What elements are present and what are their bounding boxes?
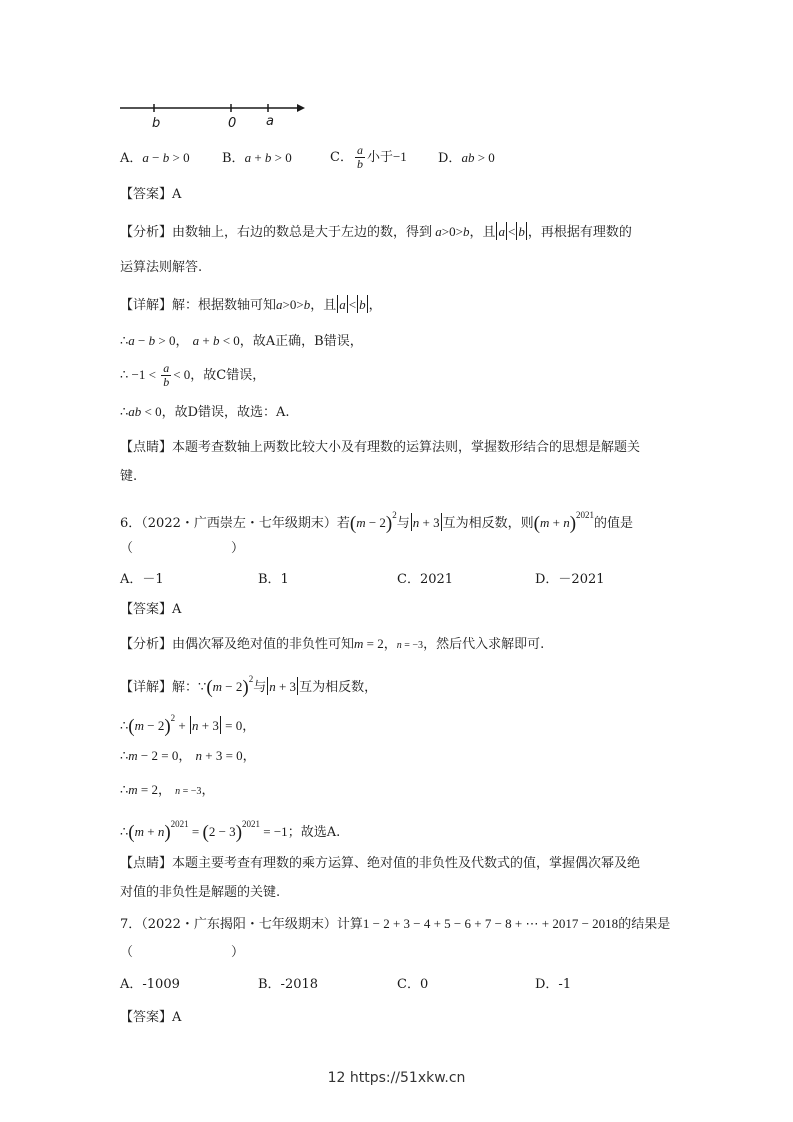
q6-detail-line-3: ∴m − 2 = 0， n + 3 = 0， — [120, 748, 256, 764]
q5-detail-line-1: 【详解】解：根据数轴可知a>0>b，且 a < b ， — [120, 297, 382, 313]
q5-option-a: A．a − b > 0 — [120, 150, 190, 166]
q5-detail-line-3: ∴ −1 < $\frac{a}{b}$ < 0，故C错误， — [120, 361, 266, 389]
q7-question: 7．（2022・广东揭阳・七年级期末）计算1 − 2 + 3 − 4 + 5 − 6 + 7 − 8 + ⋯ + 2017 − 2018的结果是 — [120, 916, 671, 932]
q6-option-a: A．－1 — [120, 572, 164, 587]
q5-comment-line-1: 【点睛】本题考查数轴上两数比较大小及有理数的运算法则，掌握数形结合的思想是解题关 — [120, 440, 641, 455]
q5-analysis-line-1: 【分析】由数轴上，右边的数总是大于左边的数，得到 a>0>b，且 a < b ，再根据有理数的 — [120, 224, 632, 240]
q6-answer: 【答案】A — [120, 602, 182, 617]
q5-detail-line-2: ∴a − b > 0， a + b < 0，故A正确，B错误， — [120, 333, 363, 349]
q6-option-d: D．－2021 — [535, 572, 605, 587]
q5-option-d: D．ab > 0 — [438, 150, 495, 166]
q7-paren: （ ） — [120, 945, 245, 960]
numberline-label-a: a — [266, 114, 274, 129]
q6-detail-line-1: 【详解】解：∵(m − 2)$^2$与 n + 3 互为相反数， — [120, 674, 378, 698]
q5-detail-line-4: ∴ab < 0，故D错误，故选：A. — [120, 404, 290, 420]
numberline-label-zero: 0 — [228, 116, 237, 131]
q5-analysis-line-2: 运算法则解答. — [120, 260, 203, 275]
q6-analysis: 【分析】由偶次幂及绝对值的非负性可知m = 2，n = −3，然后代入求解即可. — [120, 636, 545, 652]
q7-option-c: C．0 — [397, 977, 429, 992]
page-footer: 12 https://51xkw.cn — [327, 1070, 466, 1086]
q6-detail-line-2: ∴(m − 2)$^2$ + n + 3 = 0， — [120, 713, 256, 737]
q6-comment-line-1: 【点睛】本题主要考查有理数的乘方运算、绝对值的非负性及代数式的值，掌握偶次幂及绝 — [120, 856, 641, 871]
q6-detail-line-5: ∴(m + $n)^{2021} = (2 - 3)^{2021} = -1$；故选A. — [120, 819, 341, 843]
q7-option-b: B．-2018 — [258, 977, 319, 992]
q6-detail-line-4: ∴m = 2， n = −3， — [120, 782, 215, 798]
numberline-label-b: b — [152, 116, 161, 131]
q7-answer: 【答案】A — [120, 1010, 182, 1025]
q7-option-a: A．-1009 — [120, 977, 180, 992]
q5-option-c: C． $\frac{a}{b}$ 小于−1 — [330, 143, 407, 171]
q7-option-d: D．-1 — [535, 977, 572, 992]
q6-question: 6．（2022・广西崇左・七年级期末）若$(m - 2)^2$与 n + 3 互为相反数，则$(m + n)^{2021}$的值是 — [120, 510, 634, 534]
q5-option-b: B．a + b > 0 — [222, 150, 292, 166]
number-line — [115, 96, 315, 136]
q6-option-c: C．2021 — [397, 572, 454, 587]
q6-comment-line-2: 对值的非负性是解题的关键. — [120, 885, 281, 900]
q5-comment-line-2: 键. — [120, 469, 138, 484]
q6-option-b: B．1 — [258, 572, 289, 587]
q6-paren: （ ） — [120, 541, 245, 556]
q5-answer: 【答案】A — [120, 187, 182, 202]
